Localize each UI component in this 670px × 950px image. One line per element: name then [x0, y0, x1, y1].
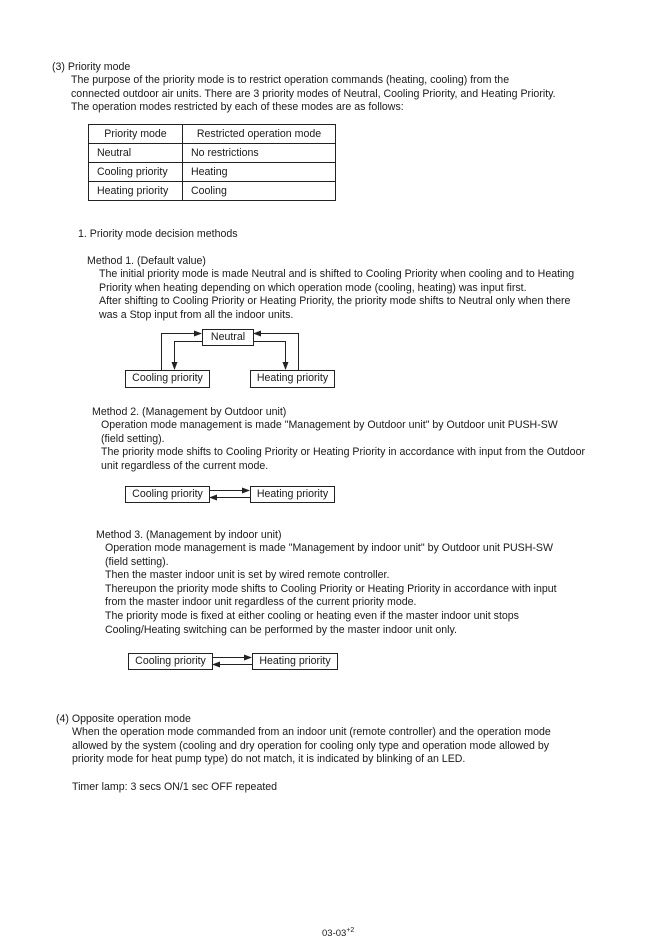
method-3-line: Operation mode management is made "Management by indoor unit" by Outdoor unit PUSH-SW	[105, 542, 553, 554]
heating-priority-state-box: Heating priority	[252, 653, 338, 670]
method-3-description	[105, 542, 557, 637]
table-cell: Neutral	[89, 144, 183, 163]
method-1-line: Priority when heating depending on which operation mode (cooling, heating) was input first.	[99, 281, 527, 294]
method-2-line: (field setting).	[101, 432, 165, 445]
table-cell: Cooling	[183, 182, 336, 201]
neutral-state-box: Neutral	[202, 329, 254, 346]
section-4-line: allowed by the system (cooling and dry operation for cooling only type and operation mode allowed by	[72, 739, 550, 752]
page-number-suffix: +2	[346, 927, 355, 934]
method-3-title: Method 3. (Management by indoor unit)	[96, 529, 282, 541]
method-3-line: Then the master indoor unit is set by wired remote controller.	[105, 569, 390, 582]
table-cell: Heating priority	[89, 182, 183, 201]
page-number-main: 03-03	[322, 928, 347, 939]
heating-priority-state-box: Heating priority	[250, 486, 335, 503]
method-1-line: was a Stop input from all the indoor units.	[99, 308, 294, 321]
page-number	[322, 927, 354, 939]
priority-mode-table	[88, 124, 336, 201]
table-header-row	[89, 125, 336, 144]
table-header: Priority mode	[89, 125, 183, 144]
method-1-description	[99, 268, 574, 322]
section-4-line: When the operation mode commanded from an indoor unit (remote controller) and the operation mode	[72, 726, 551, 738]
method-2-line: unit regardless of the current mode.	[101, 459, 269, 472]
decision-methods-subheading: 1. Priority mode decision methods	[78, 228, 238, 240]
table-header: Restricted operation mode	[183, 125, 336, 144]
heating-priority-state-box: Heating priority	[250, 370, 335, 388]
method-3-line: from the master indoor unit regardless of the current priority mode.	[105, 596, 417, 609]
table-cell: No restrictions	[183, 144, 336, 163]
method-1-line: The initial priority mode is made Neutral and is shifted to Cooling Priority when cooling and to Heating	[99, 268, 575, 280]
method-2-title: Method 2. (Management by Outdoor unit)	[92, 406, 287, 418]
section-4-heading: (4) Opposite operation mode	[56, 713, 191, 725]
method-2-line: The priority mode shifts to Cooling Priority or Heating Priority in accordance with input from the Outdoor	[101, 446, 585, 459]
section-4-line: priority mode for heat pump type) do not match, it is indicated by blinking of an LED.	[72, 753, 466, 766]
timer-lamp-note: Timer lamp: 3 secs ON/1 sec OFF repeated	[72, 781, 278, 793]
cooling-priority-state-box: Cooling priority	[125, 370, 210, 388]
section-3-heading: (3) Priority mode	[52, 61, 131, 73]
intro-line: The purpose of the priority mode is to restrict operation commands (heating, cooling) from the	[71, 74, 510, 86]
intro-line: connected outdoor air units. There are 3 priority modes of Neutral, Cooling Priority, and Heating Priority.	[71, 87, 556, 100]
table-cell: Heating	[183, 163, 336, 182]
cooling-priority-state-box: Cooling priority	[128, 653, 213, 670]
table-row	[89, 144, 336, 163]
cooling-priority-state-box: Cooling priority	[125, 486, 210, 503]
table-cell: Cooling priority	[89, 163, 183, 182]
section-3-intro	[71, 74, 556, 115]
method-3-line: The priority mode is fixed at either cooling or heating even if the master indoor unit stops	[105, 609, 519, 622]
method-2-line: Operation mode management is made "Management by Outdoor unit" by Outdoor unit PUSH-SW	[101, 419, 558, 431]
intro-line: The operation modes restricted by each of these modes are as follows:	[71, 101, 404, 114]
table-row	[89, 163, 336, 182]
method-2-description	[101, 419, 585, 473]
method-3-line: Cooling/Heating switching can be performed by the master indoor unit only.	[105, 623, 457, 636]
section-4-description	[72, 726, 551, 767]
method-1-line: After shifting to Cooling Priority or Heating Priority, the priority mode shifts to Neutral only when there	[99, 295, 571, 308]
method-3-line: Thereupon the priority mode shifts to Cooling Priority or Heating Priority in accordance with input	[105, 582, 557, 595]
table-row	[89, 182, 336, 201]
method-3-line: (field setting).	[105, 555, 169, 568]
method-1-title: Method 1. (Default value)	[87, 255, 206, 267]
